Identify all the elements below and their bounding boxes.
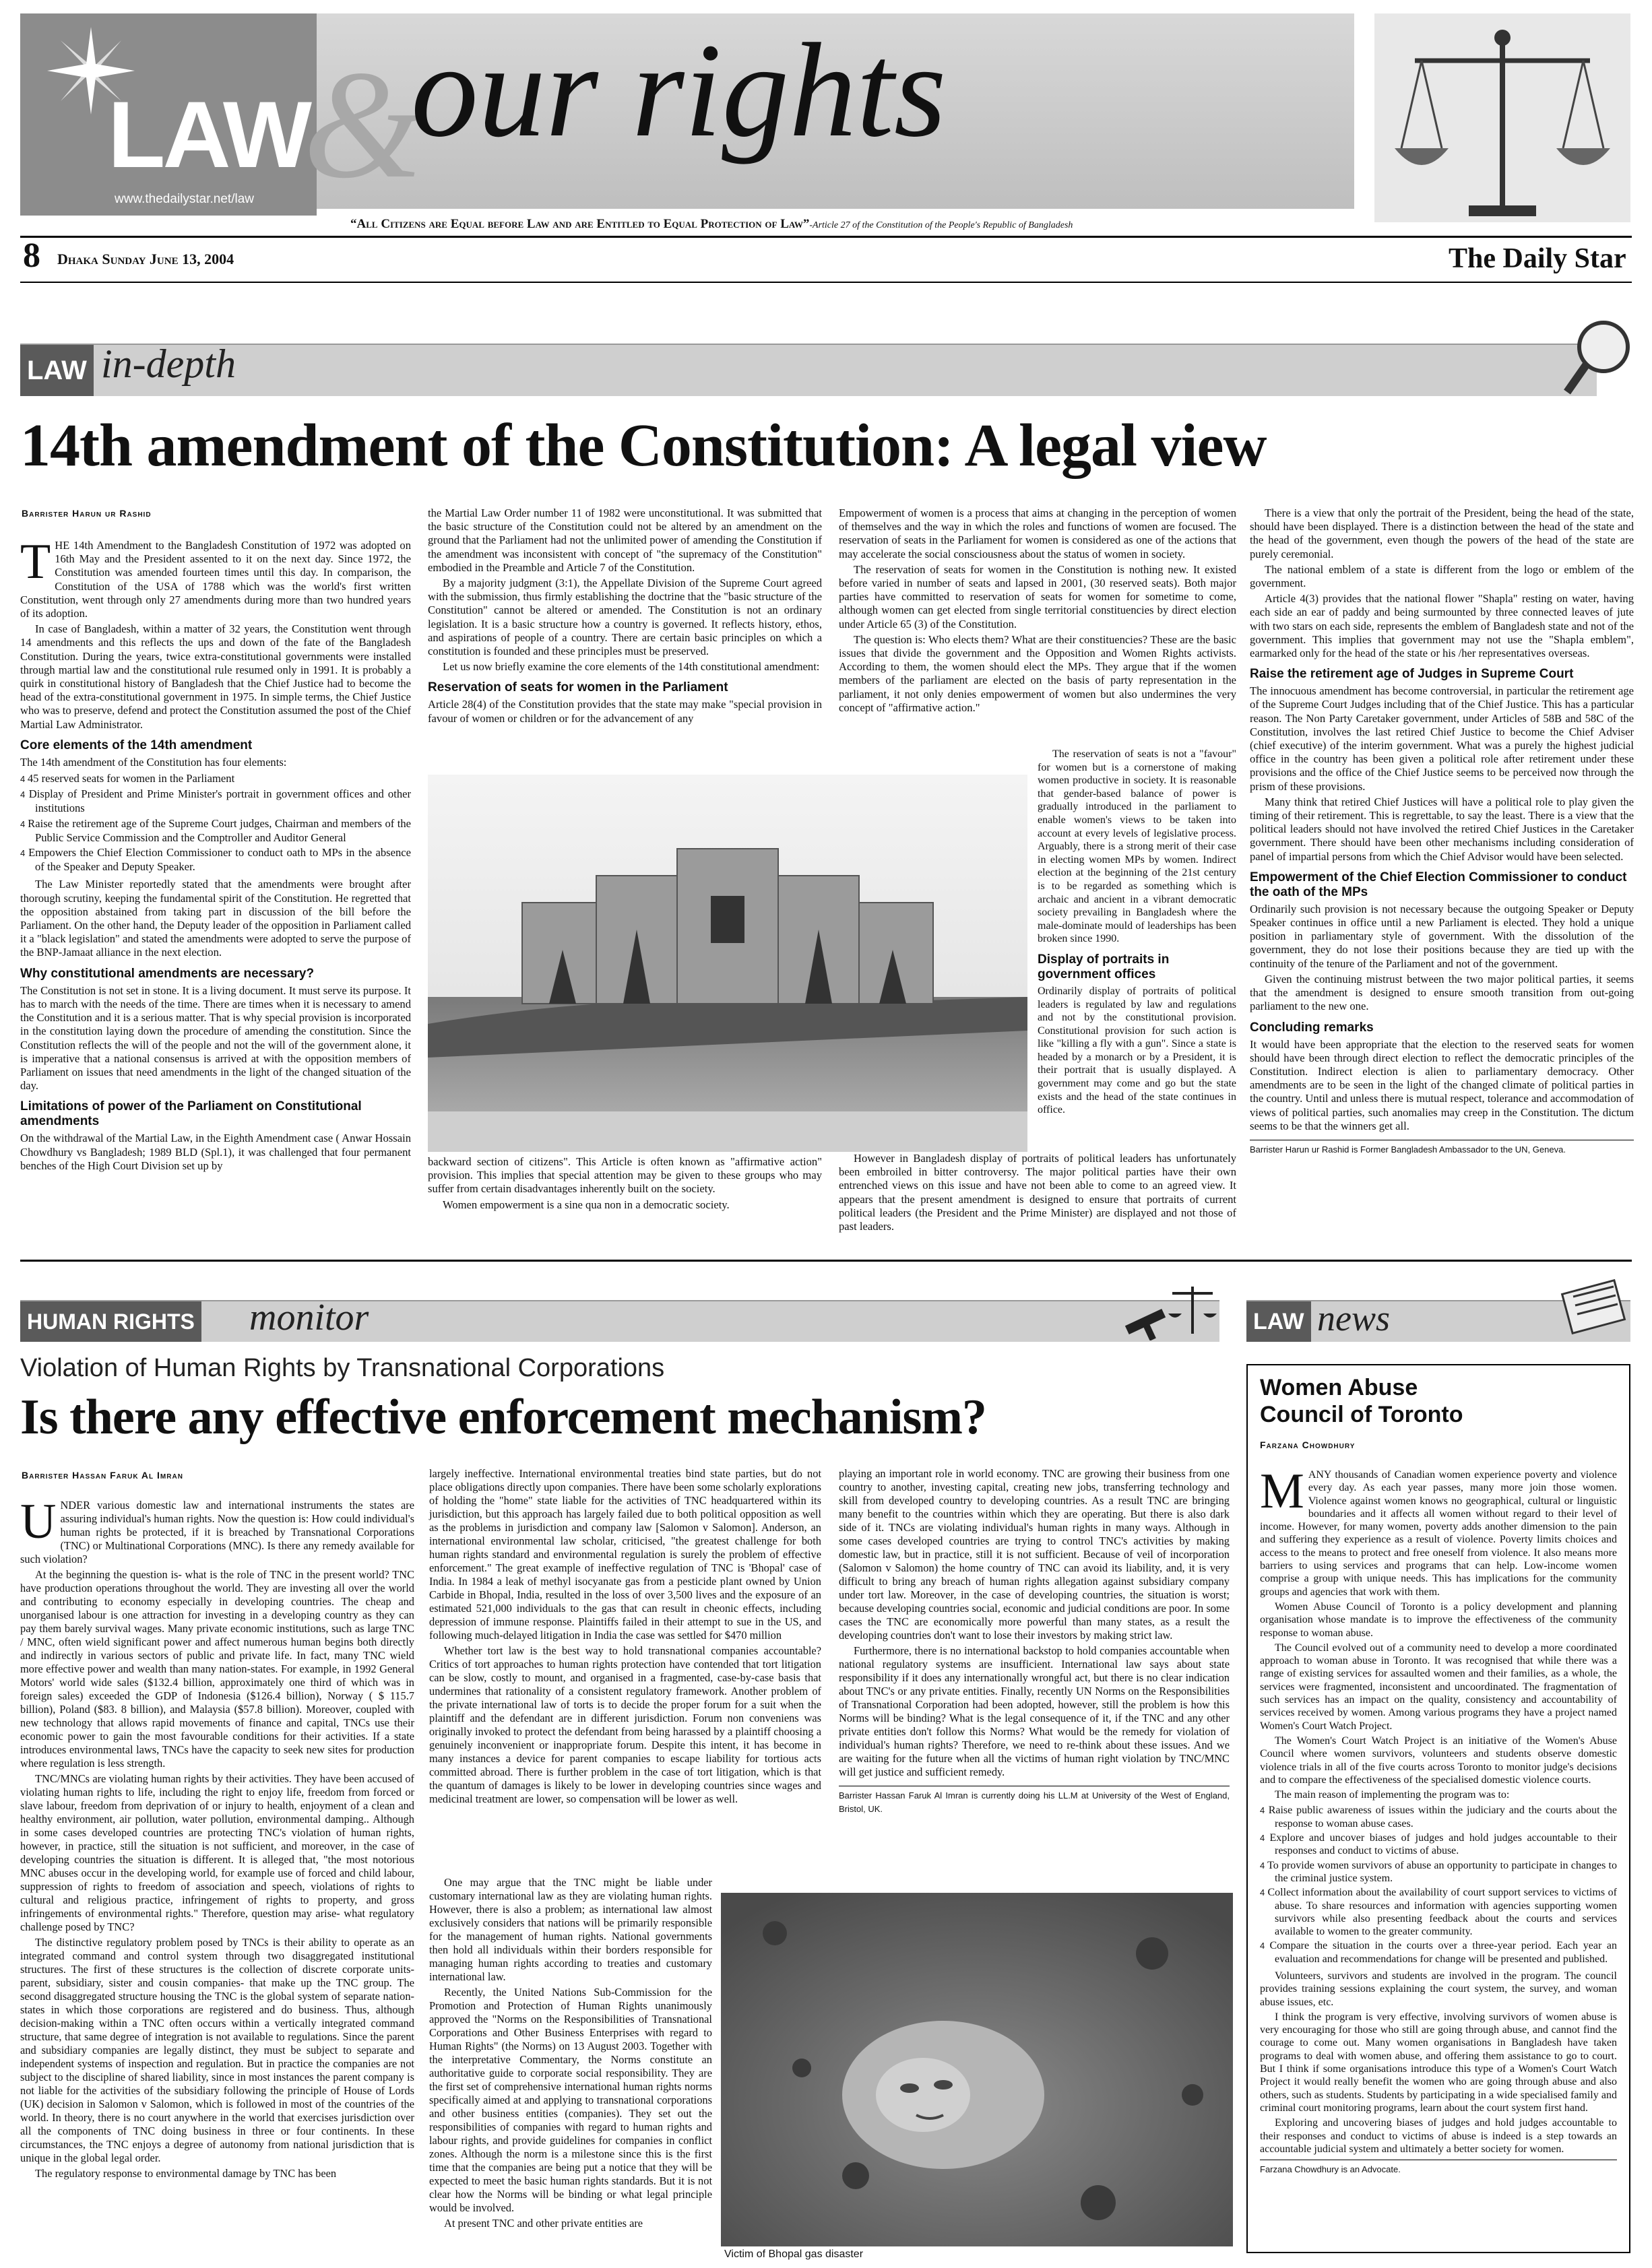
lawnews-body (1260, 1464, 1618, 2176)
indepth-col-4 (1250, 507, 1634, 1157)
photo-caption: Victim of Bhopal gas disaster (724, 2248, 864, 2260)
subhead: Empowerment of the Chief Election Commissioner to conduct the oath of the MPs (1250, 870, 1627, 899)
paragraph: By a majority judgment (3:1), the Appellate Division of the Supreme Court agreed with the submission, thus firmly establishing the doctrine that the "basic structure of the Constitution" cannot be altered or amended. The Constitution is not an ordinary legislation. It is a basic structure how a country is governed. It reflects history, ethos, and aspirations of people of a country. There are certain basic principles on which a constitution is founded and these principles must be preserved. (428, 577, 822, 658)
paragraph: Recently, the United Nations Sub-Commission for the Promotion and Protection of Human Rights unanimously approved the "Norms on the Responsibilities of Transnational Corporations and Other Business Enterprises with regard to Human Rights" (the Norms) on 13 August 2003. Together with the interpretative Commentary, the Norms constitute an authoritative guide to corporate social responsibility. They are the first set of comprehensive international human rights norms specifically aimed at and applying to transnational corporations and other business entities (companies). They set out the responsibilities of companies with regard to human rights and labour rights, and provide guidelines for companies in conflict zones. Although the norm is a milestone since this is the first time that the companies are being put a notice that they will be expected to meet the basic human rights standards. But it is not clear how the Norms will be binding or what legal principle would be involved. (429, 1986, 712, 2214)
indepth-dropcap: T (20, 534, 51, 589)
paragraph: backward section of citizens". This Article is often known as "affirmative action" provision. This implies that special attention may be given to these groups who may suffer from certain disadvantages inherently built on the society. (428, 1155, 822, 1196)
subhead: Reservation of seats for women in the Parliament (428, 680, 728, 695)
paragraph: One may argue that the TNC might be liable under customary international law as they are violating human rights. However, there is also a problem; as international law almost exclusively considers that nations will be primarily responsible for the management of human rights. National governments then hold all individuals within their borders responsible for managing human rights according to treaties and customary international law. (429, 1876, 712, 1983)
indepth-band-title: in-depth (101, 342, 236, 386)
paragraph: However in Bangladesh display of portraits of political leaders has unfortunately been embroiled in bitter controversy. The major political parties have their own entrenched views on this issue and have not been able to come to an agreed view. It appears that the present amendment is designed to ensure that portraits of current political leaders (the President and the Prime Minister) are displayed and not those of past leaders. (839, 1152, 1236, 1233)
indepth-col-2 (428, 507, 822, 727)
paragraph: TNC/MNCs are violating human rights by their activities. They have been accused of violating human rights to life, including the right to enjoy life, freedom from forced or slave labour, freedom from deprivation of or injury to health, enjoyment of a clean and healthy environment, air pollution, water pollution, environmental damping.. Although in some cases developed countries are protecting TNC's violation of human rights, however, in practice, still the situation is not sufficient, and moreover, in the case of developing countries the situation is different. It is alleged that, "the most notorious MNC abuses occur in the developing world, for example use of forced and child labour, suppression of rights to freedom of association and speech, violations of rights to cultural and religious practice, infringement of rights to property, and gross infringements of environmental rights." Therefore, question may arise- what regulatory challenge posed by TNC? (20, 1772, 414, 1933)
masthead-underline (20, 236, 1632, 238)
paragraph: Women Abuse Council of Toronto is a policy development and planning organisation whose mandate is to improve the effectiveness of the community response to woman abuse. (1260, 1600, 1617, 1639)
list-item: 4 Compare the situation in the courts over a three-year period. Each year an evaluation and recommendations for change will be presented and published. (1260, 1939, 1617, 1966)
list-item: 4 Collect information about the availability of court support services to victims of abuse. To share resources and information with agencies supporting women survivors while also presenting feedback about the courts and services available to women to the greater community. (1260, 1886, 1617, 1938)
subhead: Concluding remarks (1250, 1020, 1374, 1035)
paragraph: The main reason of implementing the program was to: (1275, 1789, 1510, 1801)
bhopal-victim-photo (721, 1893, 1233, 2246)
indepth-col-3-wrap (1038, 748, 1236, 1119)
paragraph: The 14th amendment of the Constitution has four elements: (20, 755, 287, 769)
hr-col-2 (429, 1467, 821, 1808)
paragraph: At the beginning the question is- what is the role of TNC in the present world? TNC have production operations throughout the world. They are investing all over the world and contributing to economy especially in developing countries. The cheap and unorganised labour is one attraction for investing in a developing country as they can pay them barely survival wages. Many private economic institutions, such as large TNC / MNC, often wield significant power and affect numerous human begins both directly and indirectly in various sectors of public and private life. In fact, many TNC wield more effective power and wealth than many nation-states. For example, in 1992 General Motors' world wide sales ($132.4 billion, approximately one third of which was in foreign sales) exceeded the GDP of Indonesia ($126.4 billion), Norway ( $ 115.7 billion), Poland ($83. 8 billion), and Malaysia ($57.8 billion). Moreover, coupled with new technology that allows rapid movements of finance and capital, TNCs use their economic power to gain the most favourable conditions for their activities. If a state introduces environmental laws, TNCs have the capacity to seek new sites for production where regulation is less strength. (20, 1568, 414, 1770)
list-item: 4 Display of President and Prime Minister's portrait in government offices and other institutions (20, 787, 411, 815)
indepth-col-2b (428, 1155, 822, 1214)
lawnews-band-title: news (1317, 1298, 1390, 1338)
author-note: Farzana Chowdhury is an Advocate. (1260, 2160, 1617, 2176)
parliament-building-photo (428, 775, 1027, 1152)
hr-col-1 (20, 1494, 414, 2182)
paragraph: NDER various domestic law and international instruments the states are assuring individual's human rights. Now the question is: How could individual's human rights be protected, if it is breached by Transnational Corporations (TNC) or Multinational Corporations (MNC). Is there any remedy available for such violation? (20, 1499, 414, 1565)
scales-of-justice-icon (1374, 13, 1630, 222)
subhead: Display of portraits in government offices (1038, 952, 1170, 981)
page-number: 8 (23, 236, 40, 275)
indepth-band (20, 344, 1597, 396)
paragraph: I think the program is very effective, involving survivors of women abuse is very encouraging for those who still are going through abuse, and cannot find the courage to come out. Many women organisations in Bangladesh have taken programs to deal with women abuse, and offering them assistance to go to court. But I think if some organisations introduce this type of a Women's Court Watch Project it would really benefit the women who are going through abuse and also others, such as students. Students by participating in a wide specialised family and criminal court monitoring programs, learn about the court system first hand. (1260, 2011, 1617, 2114)
indepth-col-3 (839, 507, 1236, 717)
paragraph: The reservation of seats for women in the Constitution is nothing new. It existed before varied in number of seats and lapsed in 2001, (30 reserved seats). Both major parties have committed to reservation of seats for women for sometime to come, although women can get elected from single territorial constituencies by direct election under Article 65 (3) of the Constitution. (839, 562, 1236, 630)
list-item: 4 Explore and uncover biases of judges and hold judges accountable to their responses and conduct to victims of abuse. (1260, 1832, 1617, 1858)
paragraph: Given the continuing mistrust between the two major political parties, it seems that the amendment is designed to ensure smooth transition from out-going parliament to the new one. (1250, 972, 1634, 1013)
masthead (20, 13, 1632, 231)
subhead: Raise the retirement age of Judges in Supreme Court (1250, 667, 1574, 682)
paragraph: The distinctive regulatory problem posed by TNCs is their ability to operate as an integrated command and control system through two disaggregated institutional structures. The first of these structures is the collection of discrete corporate units- parent, subsidiary, sister and cousin companies- that make up the TNC group. The second disaggregated structure housing the TNC is the global system of separate nation-states in which those corporations are registered and do business. Thus, although decision-making within a TNC often occurs within a vertically integrated command structure, that same degree of integration is not available to regulations. Since the parent and subsidiary companies are legally distinct, they must be subject to separate and independent systems of inspection and regulation. But in practice the companies are not subject to the discipline of shared liability, since in most instances the parent company is not liable for the activities of the subsidiary following the principle of House of Lords (UK) decision in Salomon v Salomon, which is followed in most of the countries of the world. In theory, there is no court anywhere in the world that exercises jurisdiction over all the components of TNC doing business in three or four continents. In these circumstances, the TNC enjoys a degree of autonomy from national jurisdiction that is unique in the global legal order. (20, 1936, 414, 2164)
motto-text: “All Citizens are Equal before Law and are Entitled to Equal Protection of Law” (350, 217, 810, 231)
lawnews-band-law: LAW (1246, 1301, 1311, 1342)
hr-col-3 (839, 1467, 1230, 1816)
indepth-col-1 (20, 534, 412, 1175)
paragraph: Ordinarily display of portraits of political leaders is regulated by law and regulations and not by the constitutional provision. Constitutional provision for such action is like "killing a fly with a gun". Since a state is headed by a monarch or by a President, it is their portrait that is usually displayed. A government may come and go but the state exists and the head of the state continues in office. (1038, 985, 1236, 1116)
list-item: 4 Raise public awareness of issues within the judiciary and the courts about the response to woman abuse cases. (1260, 1804, 1617, 1830)
list-item: 4 45 reserved seats for women in the Parliament (20, 772, 411, 786)
indepth-byline: Barrister Harun ur Rashid (22, 508, 152, 519)
indepth-headline: 14th amendment of the Constitution: A legal view (20, 412, 1267, 479)
list-item: 4 To provide women survivors of abuse an opportunity to participate in changes to the criminal justice system. (1260, 1859, 1617, 1885)
paragraph: The regulatory response to environmental damage by TNC has been (35, 2167, 337, 2180)
paragraph: Volunteers, survivors and students are involved in the program. The council provides training sessions explaining the court system, the survey, and woman abuse issues, etc. (1260, 1970, 1617, 2008)
newspaper-bundle-icon (1556, 1266, 1630, 1340)
lawnews-headline: Women Abuse Council of Toronto (1260, 1375, 1463, 1427)
paragraph: In case of Bangladesh, within a matter of 32 years, the Constitution went through 14 amendments and this reflects the ups and down of the fate of the Bangladesh Constitution. During the years, twice extra-constitutional governments were installed through martial law and the constitutional rule resumed only in 1991. It is probably a quirk in constitutional history of Bangladesh that the Chief Justice had to become the head of the extra-constitutional government in 1975. In simple terms, the Chief Justice who was to preserve, defend and protect the Constitution assumed the post of the Chief Martial Law Administrator. (20, 622, 411, 731)
paragraph: The national emblem of a state is different from the logo or emblem of the government. (1250, 562, 1634, 590)
list-item: 4 Raise the retirement age of the Supreme Court judges, Chairman and members of the Public Service Commission and the Comptroller and Auditor General (20, 817, 411, 845)
lawnews-dropcap: M (1260, 1464, 1304, 1519)
paragraph: The Constitution is not set in stone. It is a living document. It must serve its purpose. It has to march with the needs of the time. There are times when it is necessary to amend the Constitution and it is a serious matter. That is why special provision is incorporated in the constitution laying down the procedure of amending the constitution. Since the Constitution reflects the will of the people and not the will of the government alone, it is imperative that a national consensus is arrived at with the opposition members of Parliament on issues that need amendments in the light of the changed situation of the day. (20, 983, 411, 1093)
paragraph: HE 14th Amendment to the Bangladesh Constitution of 1972 was adopted on 16th May and the President assented to it on the next day. Since 1972, the Constitution was amended fourteen times until this day. In comparison, the Constitution of the USA of 1788 which was the world's first written Constitution, went through only 27 amendments during more than two hundred years of its adoption. (20, 539, 411, 620)
hr-dropcap: U (20, 1494, 57, 1549)
indepth-band-law: LAW (20, 345, 94, 396)
subhead: Core elements of the 14th amendment (20, 738, 253, 752)
paragraph: Women empowerment is a sine qua non in a democratic society. (443, 1198, 730, 1211)
masthead-ampersand: & (303, 38, 424, 210)
paragraph: The Law Minister reportedly stated that the amendments were brought after thorough scrutiny, keeping the fundamental spirit of the Constitution. He regretted that the opposition abstained from taking part in discussion of the bill before the Parliament. On the other hand, the Deputy leader of the opposition in Parliament called it a "black legislation" and stated the amendments were adopted to serve the purpose of the BNP-Jamaat alliance in the next election. (20, 878, 411, 959)
paragraph: The Council evolved out of a community need to develop a more coordinated approach to woman abuse in Toronto. It was recognised that while there was a range of existing services for assaulted women and their families, as a whole, the services were fragmented, inconsistent and uncoordinated. The fragmentation of such services has an impact on the quality, consistency and accountability of services received by women. Among various programs they have a project named Women's Court Watch Project. (1260, 1642, 1617, 1732)
subhead: Why constitutional amendments are necessary? (20, 966, 315, 981)
paragraph: Let us now briefly examine the core elements of the 14th constitutional amendment: (443, 660, 820, 674)
paragraph: There is a view that only the portrait of the President, being the head of the state, should have been displayed. There is a distinction between the head of the state and the head of the government, even though the powers of the head of the state are purely ceremonial. (1250, 507, 1634, 560)
core-elements-list (20, 772, 411, 874)
motto-source: -Article 27 of the Constitution of the People's Republic of Bangladesh (809, 220, 1073, 230)
hr-headline: Is there any effective enforcement mechanism? (20, 1390, 986, 1445)
paragraph: ANY thousands of Canadian women experience poverty and violence every day. As each year passes, many more join those women. Violence against women knows no geographical, cultural or linguistic boundaries and it affects all women without regard to their level of income. However, for many women, poverty adds another dimension to the pain and suffering they experience as a result of violence. Poverty limits choices and access to the means to protect and free oneself from violence. It also means more barriers to using services and programs that can help. Low-income women comprise a group with unique needs. This has implications for the community groups and agencies that work with them. (1260, 1469, 1617, 1598)
author-note: Barrister Hassan Faruk Al Imran is currently doing his LL.M at University of the West of England, Bristol, UK. (839, 1786, 1230, 1816)
hr-byline: Barrister Hassan Faruk Al Imran (22, 1470, 183, 1481)
lawnews-byline: Farzana Chowdhury (1260, 1439, 1356, 1450)
paragraph: Article 4(3) provides that the national flower "Shapla" resting on water, having each side an ear of paddy and being surmounted by three connected leaves of jute with two stars on each side, represents the emblem of Bangladesh state and not of the government. This implies that government may not use the "Shapla emblem", earmarked only for the head of the state or his /her representatives overseas. (1250, 592, 1634, 660)
paragraph: Exploring and uncovering biases of judges and hold judges accountable to their responses and conduct to victims of abuse is indeed is a step towards an accountable judicial system and ultimately a better society for women. (1260, 2117, 1617, 2155)
paragraph: Article 28(4) of the Constitution provides that the state may make "special provision in favour of women or children or for the advancement of any (428, 698, 822, 725)
indepth-col-3-bottom (839, 1152, 1236, 1235)
author-note: Barrister Harun ur Rashid is Former Bangladesh Ambassador to the UN, Geneva. (1250, 1140, 1634, 1157)
section-divider (20, 1260, 1632, 1262)
masthead-url: www.thedailystar.net/law (115, 192, 254, 206)
paragraph: The innocuous amendment has become controversial, in particular the retirement age of the Supreme Court Judges including that of the Chief Justice. This has a particular reason. The Non Party Caretaker government, under Articles of 58B and 58C of the Constitution, involves the last retired Chief Justice to become the Chief Adviser (chief executive) of the interim government. What was a purely the highest judicial office in the country has been given a political role after retirement under these provisions and the office of the Chief Justice seems to be perceived now through the prism of these provisions. (1250, 684, 1634, 793)
paragraph: Ordinarily such provision is not necessary because the outgoing Speaker or Deputy Speaker continues in office until a new Parliament is elected. They hold a unique position in parliamentary style of government. With the dissolution of the government, they do not lose their positions because they are tied up with the continuity of the tenure of the Parliament and not of the government. (1250, 902, 1634, 970)
paragraph: On the withdrawal of the Martial Law, in the Eighth Amendment case ( Anwar Hossain Chowdhury vs Bangladesh; 1989 BLD (Spl.1), it was challenged that four permanent benches of the High Court Division set up by (20, 1132, 411, 1172)
list-item: 4 Empowers the Chief Election Commissioner to conduct oath to MPs in the absence of the Speaker and Deputy Speaker. (20, 846, 411, 874)
masthead-our-rights: our rights (411, 16, 947, 165)
paragraph: largely ineffective. International environmental treaties bind state parties, but do not place obligations directly upon companies. There have been some scholarly explorations of holding the "home" state liable for the activities of TNC headquartered within its jurisdiction, but this approach has largely failed due to both political opposition as well as the problems in jurisdiction and company law [Salomon v Salomon]. Anderson, an international environmental law scholar, criticised, "the greatest challenge for both human rights standard and environmental regulation is surely the problem of effective enforcement." The great example of ineffective regulation of TNC is 'Bhopal' case of India. In 1984 a leak of methyl isocyanate gas from a pesticide plant owned by Union Carbide in Bhopal, India, resulted in the loss of over 3,500 lives and the exposure of an estimated 521,000 individuals to the gas that can result in cheonic effects, including depression of immune response. Plaintiffs failed in their attempt to sue in the US, and following much-delayed litigation in India the case was settled for $470 million (429, 1467, 821, 1642)
hr-band-title: monitor (249, 1297, 369, 1338)
paragraph: At present TNC and other private entities are (444, 2217, 643, 2230)
magnifier-icon (1563, 317, 1637, 397)
paragraph: The Women's Court Watch Project is an initiative of the Women's Abuse Council where women survivors, volunteers and students observe domestic violence trials in all of the five courts across Toronto to monitor judge's decisions and to compare the effectiveness of the specialised domestic violence courts. (1260, 1735, 1617, 1786)
paragraph: the Martial Law Order number 11 of 1982 were unconstitutional. It was submitted that the basic structure of the Constitution could not be altered by an amendment on the ground that the Parliament had not the unlimited power of amending the Constitution if the amendment was inconsistent with concept of "the supremacy of the Constitution" embodied in the Preamble and Article 7 of the Constitution. (428, 507, 822, 574)
paragraph: Furthermore, there is no international backstop to hold companies accountable when national regulatory systems are insufficient. International law says about state responsibility if it does any internationally wrongful act, but there is no clear indication about TNC's or any private entities. Finally, recently UN Norms on the Responsibilities of Transnational Corporation had been adopted, however, still the problem is how this Norms will be binding? What is the legal consequence of it, if the TNC and any other private entities don't follow this Norms? What would be the remedy for violation of individual's human rights? Therefore, we need to re-think about these issues. And we are waiting for the future when all the victims of human right violation by TNC/MNC will get justice and sufficient remedy. (839, 1644, 1230, 1778)
paragraph: Whether tort law is the best way to hold transnational companies accountable? Critics of tort approaches to human rights protection have contended that tort litigation can be slow, costly to mount, and organised in a fragmented, case-by-case basis that undermines that rationality of a consistent regulatory framework. Another problem of the private international law of torts is to decide the proper forum for a suit when the plaintiff and the defendant are in different jurisdiction. Forum non conveniens was originally invoked to protect the defendant from being harassed by a plaintiff choosing a genuinely inconvenient or inappropriate forum. Despite this intent, it has become in many instances a device for parent companies to escape liability for tortious acts committed abroad. There is further problem in the case of tort litigation, which is that the quantum of damages is likely to be lower in developing countries since wages and medicinal treatment are lower, so compensation will be lower as well. (429, 1644, 821, 1805)
masthead-law: LAW (108, 82, 310, 187)
paragraph: It would have been appropriate that the election to the reserved seats for women should have been through direct election to reflect the democratic principles of the Constitution. Indirect election is alien to parliamentary democracy. Other amendments are to be seen in the light of the changed climate of political parties in the country. Until and unless there is mutual respect, tolerance and accommodation of views of political parties, such anomalies may creep in the Constitution. The dictum seems to be that the winners get all. (1250, 1037, 1634, 1132)
dateline: Dhaka Sunday June 13, 2004 (57, 251, 234, 267)
newspaper-name: The Daily Star (1449, 243, 1626, 274)
masthead-motto (350, 217, 1073, 232)
subhead: Limitations of power of the Parliament on Constitutional amendments (20, 1099, 362, 1129)
paragraph: The reservation of seats is not a "favour" for women but is a cornerstone of making women productive in society. It is reasonable that gender-based balance of power is gradually introduced in the parliament to enable women's views to be taken into account at every levels of legislative process. Arguably, there is a strong merit of their case in electing women MPs by women. Indirect election at the beginning of the 21st century is to be regarded as something which is archaic and ancient in a vibrant democratic society prevailing in Bangladesh where the male-dominate mould of leaderships has been broken since 1990. (1038, 748, 1236, 945)
paragraph: playing an important role in world economy. TNC are growing their business from one country to another, investing capital, creating new jobs, transferring technology and skill from developed country to developing countries. As a result TNC are bringing many benefit to the countries within which they are operating. But there is also dark side of it. TNCs are violating individual's human rights in many ways. Although in some cases developed countries are trying to control TNC's activities by making domestic law, but in practice, still it is not sufficient. Because of veil of incorporation (Salomon v Salomon) the home country of TNC can avoid its liability, and, it is very difficult to bring any breach of human rights allegation against subsidiary company under tort law. Moreover, in the case of developing countries, the situation is worst; because developing countries social, economic and judicial conditions are poor. In some cases the TNC are economically more powerful than many states, as a result the developing countries don't want to lose their investors by making strict law. (839, 1467, 1230, 1642)
hr-band-label: HUMAN RIGHTS (20, 1301, 201, 1342)
paragraph: Empowerment of women is a process that aims at changing in the perception of women of themselves and the way in which the roles and functions of women are focused. The reservation of seats in the Parliament for women is considered as one of the actions that may accelerate the social consciousness about the status of women in society. (839, 507, 1236, 560)
hr-band (20, 1297, 1219, 1342)
dateline-underline (20, 282, 1632, 283)
hr-kicker: Violation of Human Rights by Transnational Corporations (20, 1354, 665, 1382)
paragraph: The question is: Who elects them? What are their constituencies? These are the basic issues that divide the government and the Opposition and Women Rights activists. According to them, the women should elect the MPs. They argue that if the women members of the parliament are elected on the basis of party representation in the parliament, it not only denies empowerment of women but also undermines the very concept of "affirmative action." (839, 633, 1236, 714)
gavel-scales-icon (1118, 1280, 1219, 1340)
program-aims-list (1260, 1804, 1617, 1966)
hr-col-2-wrap (429, 1876, 712, 2232)
paragraph: Many think that retired Chief Justices will have a political role to play given the timing of their retirement. This is regrettable, to say the least. There is a view that the political leaders should not have involved the retired Chief Justices in the Caretaker government. There should have been other mechanisms including consideration of panel of impartial persons from which the Chief Advisor would have been selected. (1250, 795, 1634, 863)
